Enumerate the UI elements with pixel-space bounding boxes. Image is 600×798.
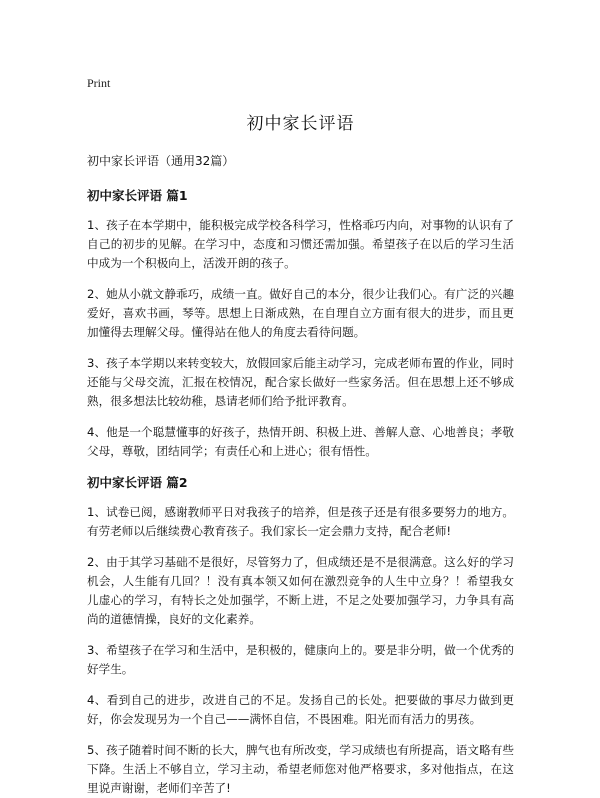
section-1 xyxy=(87,186,514,461)
paragraph: 1、孩子在本学期中，能积极完成学校各科学习，性格乖巧内向，对事物的认识有了自己的初步的见解。在学习中，态度和习惯还需加强。希望孩子在以后的学习生活中成为一个积极向上，活泼开朗的孩子。 xyxy=(87,218,514,270)
section-heading: 初中家长评语 篇2 xyxy=(87,475,188,490)
paragraph: 4、他是一个聪慧懂事的好孩子，热情开朗、积极上进、善解人意、心地善良；孝敬父母，尊敬，团结同学；有责任心和上进心；很有悟性。 xyxy=(87,425,514,458)
paragraph: 3、希望孩子在学习和生活中，是积极的，健康向上的。要是非分明，做一个优秀的好学生。 xyxy=(87,643,514,676)
document-title: 初中家长评语 xyxy=(246,114,355,134)
print-link[interactable]: Print xyxy=(87,76,111,90)
paragraph: 3、孩子本学期以来转变较大，放假回家后能主动学习，完成老师布置的作业，同时还能与父母交流，汇报在校情况，配合家长做好一些家务活。但在思想上还不够成熟，很多想法比较幼稚，恳请老师们给予批评教育。 xyxy=(87,356,514,408)
paragraph: 2、由于其学习基础不是很好，尽管努力了，但成绩还是不是很满意。这么好的学习机会，人生能有几回？！没有真本领又如何在激烈竞争的人生中立身？！希望我女儿虚心的学习，有特长之处加强学，不断上进，不足之处要加强学习，力争具有高尚的道德情操，良好的文化素养。 xyxy=(87,555,514,626)
paragraph: 2、她从小就文静乖巧，成绩一直。做好自己的本分，很少让我们心。有广泛的兴趣爱好，喜欢书画，琴等。思想上日渐成熟，在自理自立方面有很大的进步，而且更加懂得去理解父母。懂得站在他人的角度去看待问题。 xyxy=(87,287,514,339)
paragraph: 4、看到自己的进步，改进自己的不足。发扬自己的长处。把要做的事尽力做到更好，你会发现另为一个自己——满怀自信，不畏困难。阳光而有活力的男孩。 xyxy=(87,693,514,726)
paragraph: 5、孩子随着时间不断的长大，脾气也有所改变，学习成绩也有所提高，语文略有些下降。生活上不够自立，学习主动，希望老师您对他严格要求，多对他指点，在这里说声谢谢，老师们辛苦了! xyxy=(87,743,514,795)
document-subtitle: 初中家长评语（通用32篇） xyxy=(87,154,235,168)
section-heading: 初中家长评语 篇1 xyxy=(87,188,188,203)
section-2 xyxy=(87,473,514,798)
paragraph: 1、试卷已阅，感谢教师平日对我孩子的培养，但是孩子还是有很多要努力的地方。有劳老师以后继续费心教育孩子。我们家长一定会鼎力支持，配合老师! xyxy=(87,505,514,538)
